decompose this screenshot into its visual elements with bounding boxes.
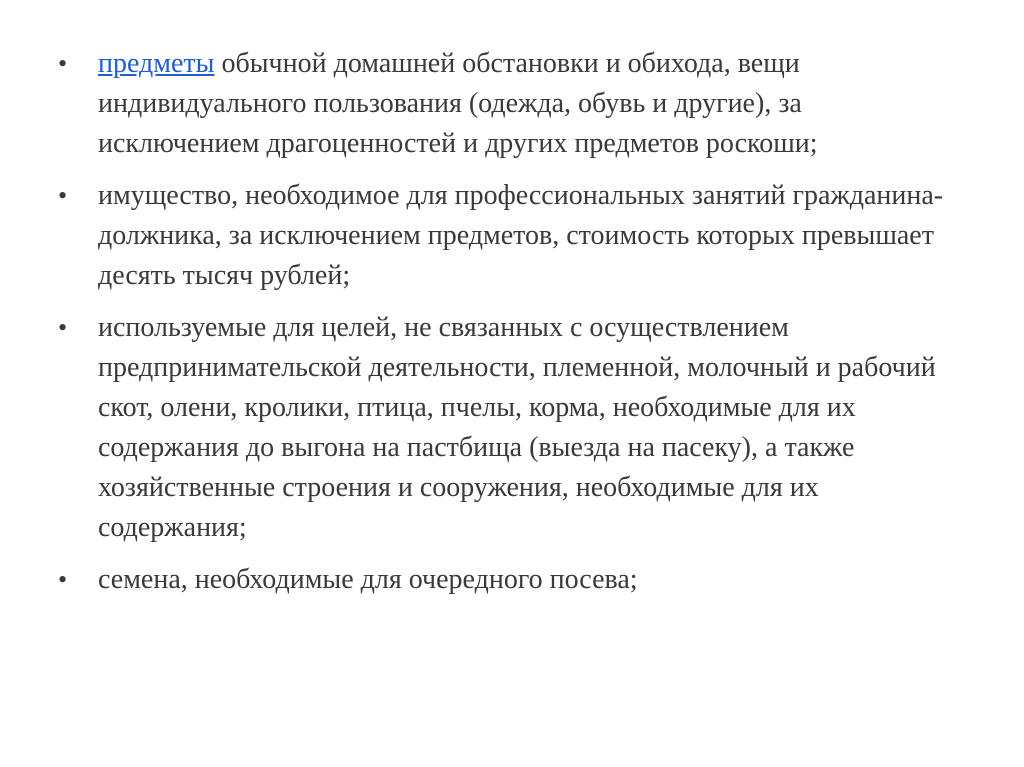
list-item: [58, 308, 958, 548]
list-item: [58, 176, 958, 296]
bullet-icon: •: [58, 565, 68, 594]
list-item-text: используемые для целей, не связанных с осуществлением предпринимательской деятельности, племенной, молочный и рабочий скот, олени, кролики, птица, пчелы, корма, необходимые для их содержания до выгона на пастбища (выезда на пасеку), а также хозяйственные строения и сооружения, необходимые для их содержания;: [98, 312, 936, 543]
bullet-icon: •: [58, 313, 68, 342]
list-item-text: семена, необходимые для очередного посева;: [98, 564, 638, 595]
list-item: [58, 560, 958, 600]
list-item-text: обычной домашней обстановки и обихода, вещи индивидуального пользования (одежда, обувь и другие), за исключением драгоценностей и других предметов роскоши;: [98, 48, 818, 159]
predmety-link[interactable]: предметы: [98, 48, 215, 79]
list-item: [58, 44, 958, 164]
list-item-text: имущество, необходимое для профессиональных занятий гражданина-должника, за исключением предметов, стоимость которых превышает десять тысяч рублей;: [98, 180, 944, 291]
bullet-icon: •: [58, 49, 68, 78]
bullet-list: [58, 44, 958, 612]
bullet-icon: •: [58, 181, 68, 210]
